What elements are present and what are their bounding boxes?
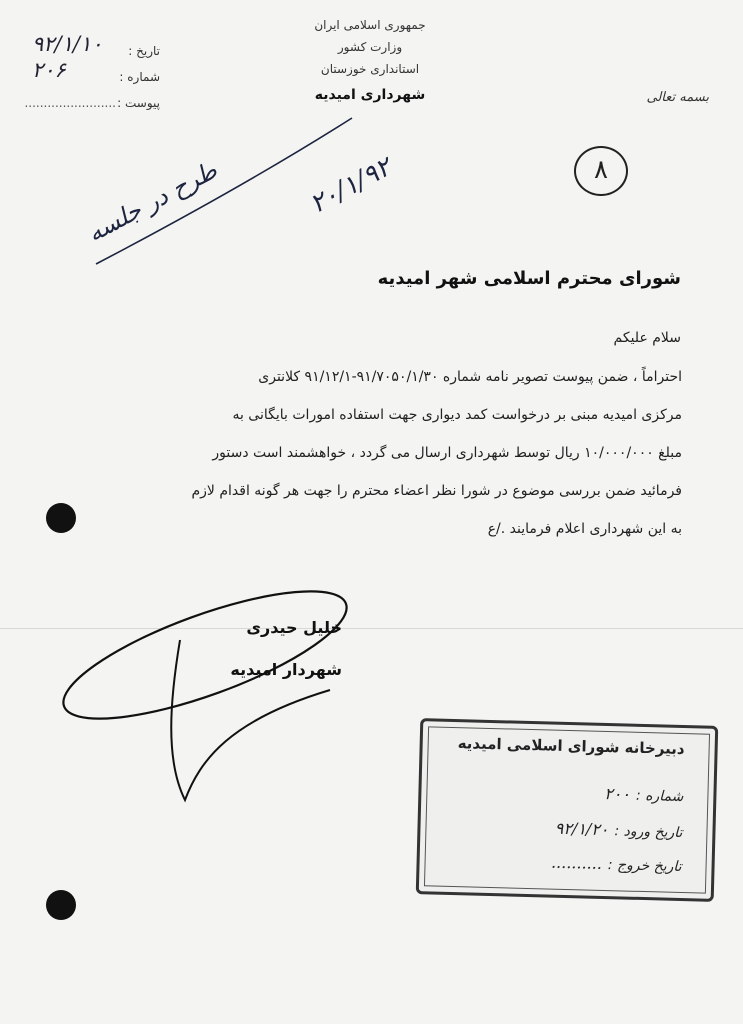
letterhead-province: استانداری خوزستان [320,62,420,76]
handwritten-note-line2: طرح در جلسه [82,155,222,248]
stamp-title: دبیرخانه شورای اسلامی امیدیه [457,734,685,759]
letterhead-municipality: شهرداری امیدیه [314,87,426,103]
circled-number: ۸ [574,146,628,196]
registry-stamp [416,718,719,902]
bismillah: بسمه تعالی [646,90,709,105]
letter-greeting: سلام علیکم [613,330,681,346]
stamp-number-label: شماره : [635,787,684,806]
meta-attachment-label: پیوست : [117,96,160,110]
stamp-exit-row [551,853,682,875]
stamp-exit-label: تاریخ خروج : [607,857,682,876]
meta-date-label: تاریخ : [128,44,160,58]
body-line-4: فرمائید ضمن بررسی موضوع در شورا نظر اعضاء محترم را جهت هر گونه اقدام لازم [191,483,682,499]
meta-number-label: شماره : [119,70,160,84]
handwritten-note-line1: ۲۰/۱/۹۲ [305,152,397,220]
signatory-title: شهردار امیدیه [230,660,342,679]
meta-number-value: ۲۰۶ [32,58,66,82]
letter-body [66,358,682,548]
punch-hole-bottom [46,890,76,920]
stamp-entry-row [555,819,683,841]
punch-hole-top [46,503,76,533]
letter-addressee: شورای محترم اسلامی شهر امیدیه [377,268,681,289]
stamp-exit-dots: .......... [550,852,603,873]
letterhead-ministry: وزارت کشور [337,40,403,54]
stamp-entry-value: ۹۲/۱/۲۰ [554,818,609,840]
body-line-2: مرکزی امیدیه مبنی بر درخواست کمد دیواری جهت استفاده امورات بایگانی به [232,407,682,423]
meta-attachment-dots: ........................ [24,96,116,110]
body-line-3: مبلغ ۱۰/۰۰۰/۰۰۰ ریال توسط شهرداری ارسال می گردد ، خواهشمند است دستور [212,445,682,461]
body-line-5: به این شهرداری اعلام فرمایند ./ع [487,521,682,537]
stamp-number-row [604,784,684,805]
signature-loop [50,566,359,744]
meta-date-value: ۹۲/۱/۱۰ [32,32,103,56]
stamp-entry-label: تاریخ ورود : [614,823,683,842]
stamp-number-value: ۲۰۰ [604,783,631,804]
signatory-name: خلیل حیدری [246,618,342,637]
letterhead-country: جمهوری اسلامی ایران [314,18,426,32]
body-line-1: احتراماً ، ضمن پیوست تصویر نامه شماره ۹۱/۷۰۵۰/۱/۳۰-۹۱/۱۲/۱ کلانتری [258,369,682,385]
